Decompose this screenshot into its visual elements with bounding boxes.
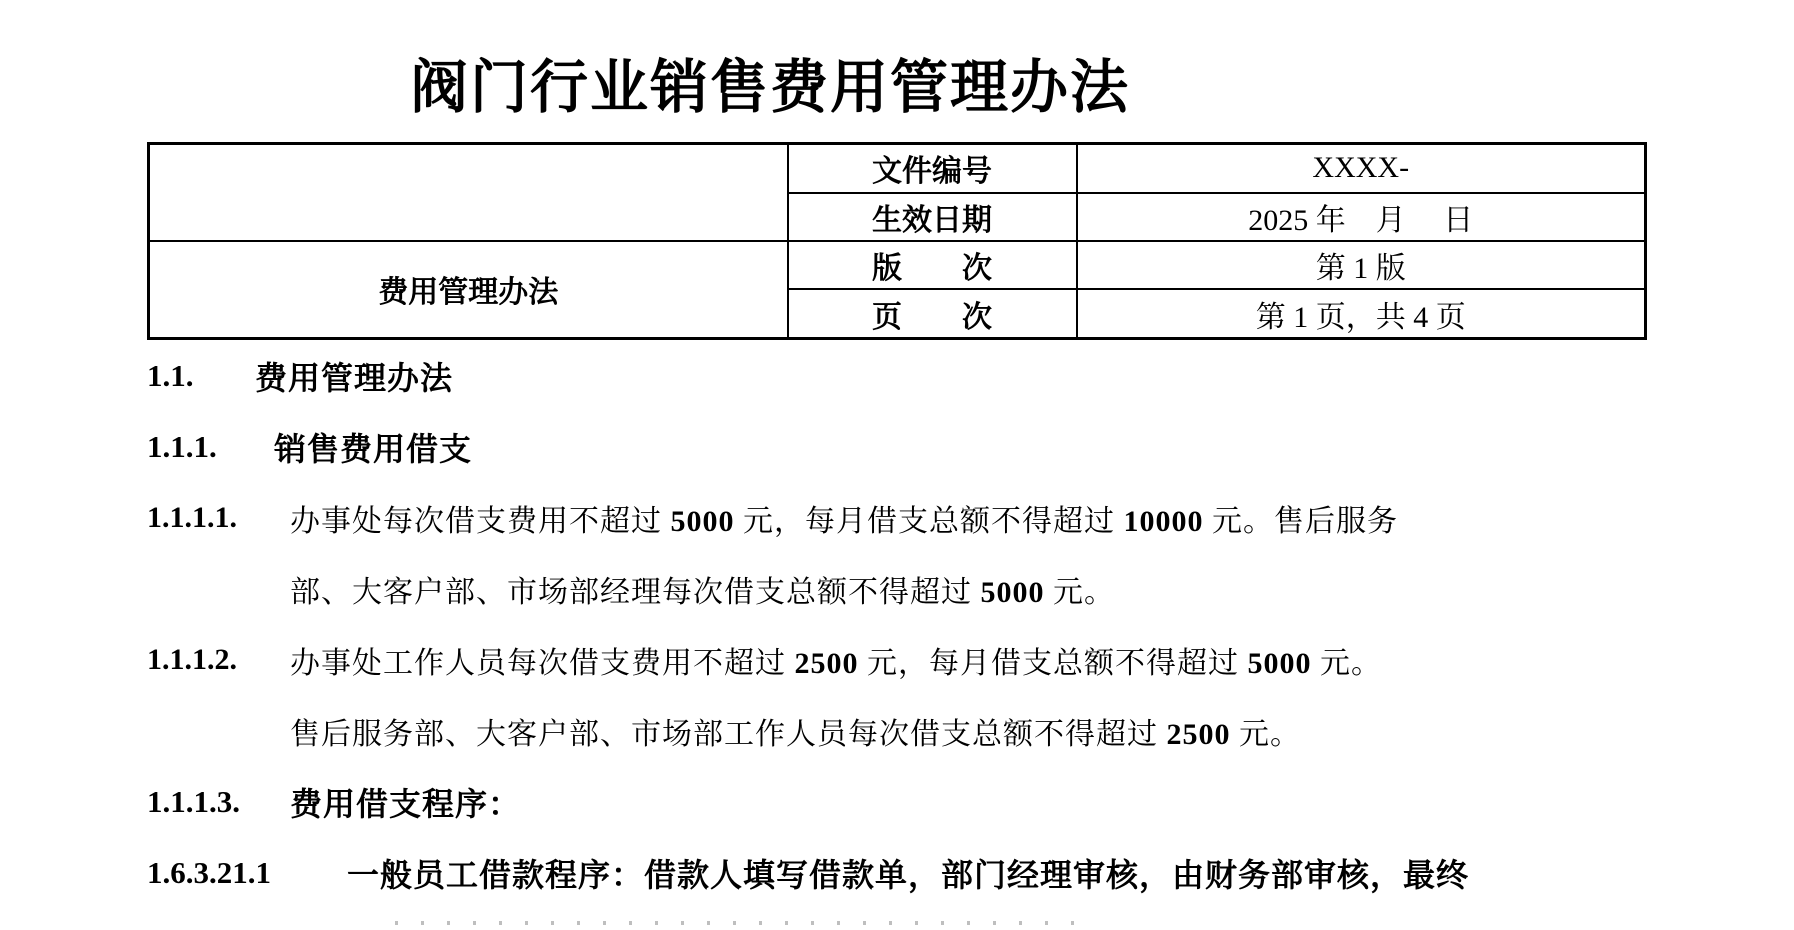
page-number-label: 页 次: [788, 289, 1077, 338]
effective-date-label: 生效日期: [788, 193, 1077, 241]
doc-number-label: 文件编号: [788, 144, 1077, 193]
paragraph-text: 办事处工作人员每次借支费用不超过 2500 元，每月借支总额不得超过 5000 元。: [290, 646, 1382, 680]
paragraph-1-1-1-1-continued: [147, 553, 1677, 624]
section-title: 费用管理办法: [255, 359, 454, 396]
section-title: 费用借支程序：: [290, 785, 522, 822]
paragraph-1-1-1-1: [147, 482, 1677, 553]
doc-number-value: XXXX-: [1077, 144, 1646, 193]
paragraph-1-1-1-2-continued: [147, 695, 1677, 766]
effective-date-value: 2025 年 月 日: [1077, 193, 1646, 241]
section-number: 1.1.1.: [147, 428, 217, 464]
section-number: 1.1.: [147, 357, 194, 393]
section-heading-1-1-1: [147, 411, 1677, 482]
clipped-text-remnant: [395, 921, 1085, 925]
version-value: 第 1 版: [1077, 241, 1646, 289]
paragraph-1-1-1-2: [147, 624, 1677, 695]
section-title: 销售费用借支: [274, 430, 473, 467]
document-subject-cell: 费用管理办法: [149, 241, 788, 339]
paragraph-text: 部、大客户部、市场部经理每次借支总额不得超过 5000 元。: [290, 575, 1115, 609]
section-number: 1.1.1.2.: [147, 642, 237, 676]
document-title: 阀门行业销售费用管理办法: [409, 55, 1130, 120]
section-heading-1-6-3-21-1: [147, 837, 1677, 908]
section-number: 1.1.1.1.: [147, 500, 237, 534]
paragraph-text: 一般员工借款程序：借款人填写借款单，部门经理审核，由财务部审核，最终: [347, 856, 1470, 893]
document-info-table: [147, 142, 1647, 340]
table-row: [149, 241, 1646, 289]
section-number: 1.1.1.3.: [147, 783, 240, 819]
section-heading-1-1: [147, 340, 1677, 411]
page-number-value: 第 1 页，共 4 页: [1077, 289, 1646, 338]
table-row: [149, 144, 1646, 193]
paragraph-text: 售后服务部、大客户部、市场部工作人员每次借支总额不得超过 2500 元。: [290, 717, 1301, 751]
section-heading-1-1-1-3: [147, 766, 1677, 837]
document-body: [147, 340, 1677, 908]
info-table-empty-cell: [149, 144, 788, 241]
section-number: 1.6.3.21.1: [147, 854, 271, 890]
paragraph-text: 办事处每次借支费用不超过 5000 元，每月借支总额不得超过 10000 元。售后服务: [290, 504, 1398, 538]
version-label: 版 次: [788, 241, 1077, 289]
